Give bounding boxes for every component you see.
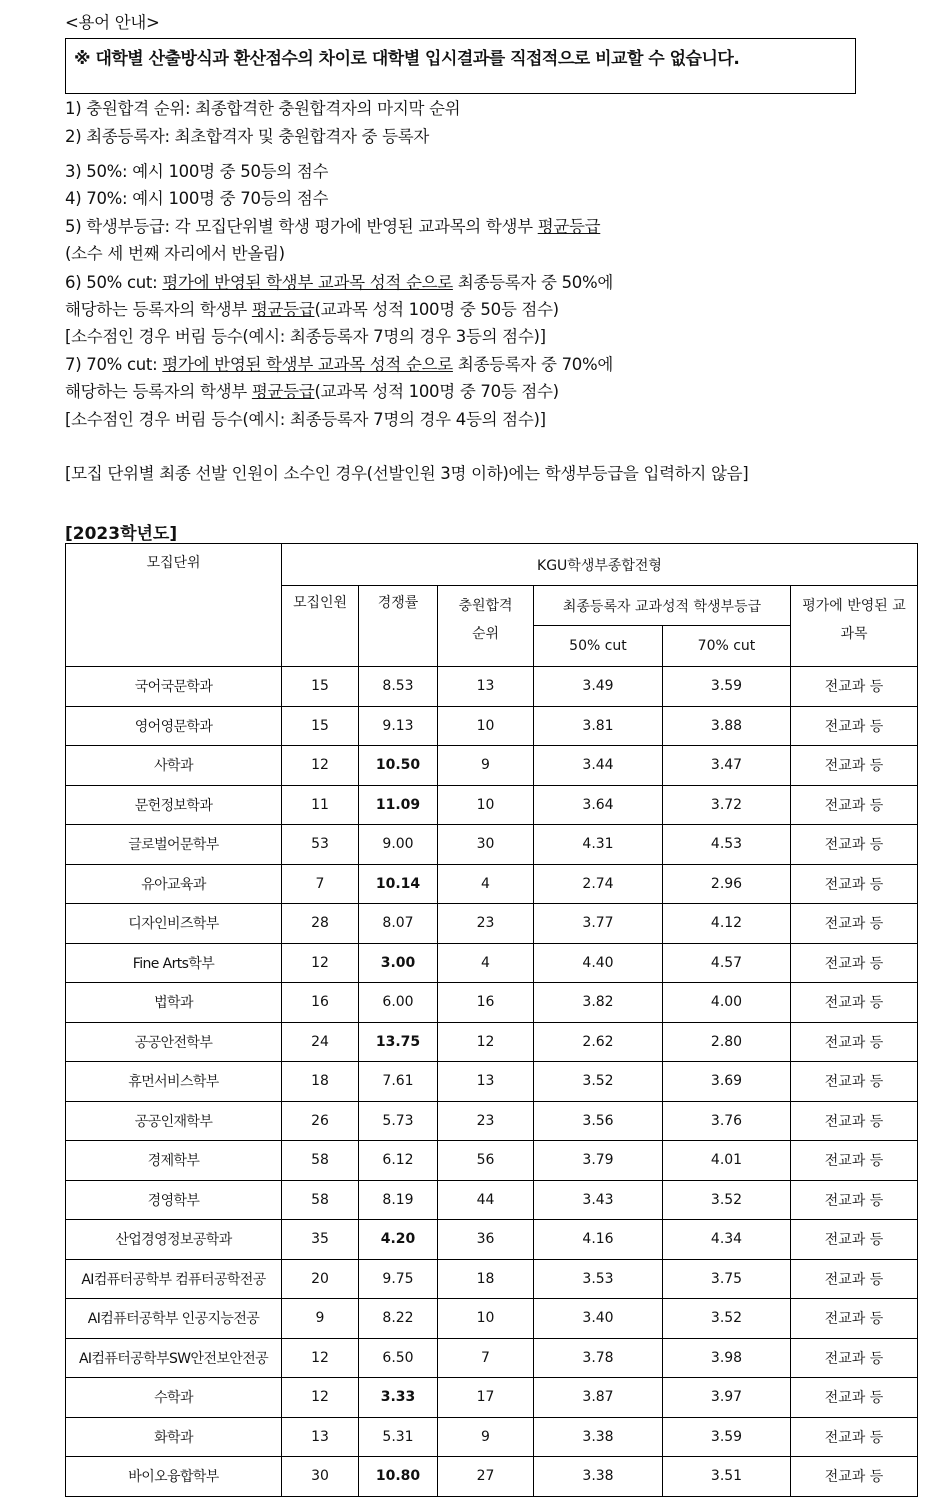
cell-rate: 11.09: [359, 785, 438, 825]
table-row: [66, 943, 918, 983]
cell-subj: 전교과 등: [791, 1101, 918, 1141]
cell-unit: 산업경영정보공학과: [66, 1220, 282, 1260]
cell-c70: 3.88: [663, 706, 791, 746]
cell-c50: 3.87: [534, 1378, 663, 1418]
cell-unit: 경영학부: [66, 1180, 282, 1220]
cell-c50: 3.49: [534, 667, 663, 707]
cell-unit: 수학과: [66, 1378, 282, 1418]
cell-unit: 공공안전학부: [66, 1022, 282, 1062]
cell-c50: 3.78: [534, 1338, 663, 1378]
cell-subj: 전교과 등: [791, 1180, 918, 1220]
cell-unit: 국어국문학과: [66, 667, 282, 707]
cell-c50: 2.62: [534, 1022, 663, 1062]
cell-quota: 15: [282, 667, 359, 707]
header-70-cut: 70% cut: [663, 626, 791, 667]
cell-unit: 유아교육과: [66, 864, 282, 904]
cell-quota: 7: [282, 864, 359, 904]
cell-c50: 3.38: [534, 1457, 663, 1497]
text: 해당하는 등록자의 학생부: [65, 382, 252, 401]
cell-unit: 화학과: [66, 1417, 282, 1457]
underlined-text: 평가에 반영된 학생부 교과목 성적 순으로: [162, 273, 453, 292]
cell-quota: 28: [282, 904, 359, 944]
cell-rate: 5.31: [359, 1417, 438, 1457]
table-row: [66, 746, 918, 786]
definition-line: [65, 327, 546, 347]
cell-rank: 9: [438, 1417, 534, 1457]
cell-c70: 2.96: [663, 864, 791, 904]
cell-quota: 24: [282, 1022, 359, 1062]
cell-c70: 3.52: [663, 1180, 791, 1220]
cell-quota: 26: [282, 1101, 359, 1141]
definition-line: [65, 300, 559, 320]
cell-subj: 전교과 등: [791, 1022, 918, 1062]
cell-rank: 4: [438, 943, 534, 983]
table-row: [66, 1141, 918, 1181]
table-row: [66, 864, 918, 904]
cell-quota: 18: [282, 1062, 359, 1102]
cell-c70: 3.97: [663, 1378, 791, 1418]
cell-rank: 4: [438, 864, 534, 904]
cell-subj: 전교과 등: [791, 943, 918, 983]
cell-c70: 4.57: [663, 943, 791, 983]
table-row: [66, 667, 918, 707]
cell-rate: 6.50: [359, 1338, 438, 1378]
cell-subj: 전교과 등: [791, 1259, 918, 1299]
cell-rate: 5.73: [359, 1101, 438, 1141]
cell-unit: 디자인비즈학부: [66, 904, 282, 944]
text: (소수 세 번째 자리에서 반올림): [65, 244, 285, 263]
cell-subj: 전교과 등: [791, 1457, 918, 1497]
cell-subj: 전교과 등: [791, 1378, 918, 1418]
cell-c70: 3.98: [663, 1338, 791, 1378]
cell-rank: 18: [438, 1259, 534, 1299]
table-row: [66, 1299, 918, 1339]
cell-rank: 10: [438, 785, 534, 825]
cell-unit: 공공인재학부: [66, 1101, 282, 1141]
cell-rate: 10.14: [359, 864, 438, 904]
underlined-text: 평균등급: [251, 382, 315, 401]
cell-c50: 3.38: [534, 1417, 663, 1457]
table-row: [66, 1338, 918, 1378]
cell-c70: 4.00: [663, 983, 791, 1023]
cell-c70: 3.59: [663, 1417, 791, 1457]
cell-rank: 17: [438, 1378, 534, 1418]
text: [소수점인 경우 버림 등수(예시: 최종등록자 7명의 경우 3등의 점수)]: [65, 327, 546, 346]
table-row: [66, 825, 918, 865]
cell-rank: 9: [438, 746, 534, 786]
cell-rank: 36: [438, 1220, 534, 1260]
cell-subj: 전교과 등: [791, 1299, 918, 1339]
underlined-text: 평균등급: [537, 217, 601, 236]
cell-c50: 3.79: [534, 1141, 663, 1181]
definition-line: [65, 217, 600, 237]
cell-unit: 경제학부: [66, 1141, 282, 1181]
cell-subj: 전교과 등: [791, 1338, 918, 1378]
cell-unit: AI컴퓨터공학부 인공지능전공: [66, 1299, 282, 1339]
cell-quota: 58: [282, 1141, 359, 1181]
cell-quota: 15: [282, 706, 359, 746]
cell-rank: 44: [438, 1180, 534, 1220]
cell-c70: 3.72: [663, 785, 791, 825]
cell-unit: 문헌정보학과: [66, 785, 282, 825]
cell-c50: 4.31: [534, 825, 663, 865]
cell-c70: 4.12: [663, 904, 791, 944]
cell-quota: 58: [282, 1180, 359, 1220]
cell-rate: 9.13: [359, 706, 438, 746]
cell-quota: 12: [282, 1378, 359, 1418]
cell-rate: 7.61: [359, 1062, 438, 1102]
table-row: [66, 983, 918, 1023]
table-row: [66, 1220, 918, 1260]
cell-rank: 56: [438, 1141, 534, 1181]
header-50-cut: 50% cut: [534, 626, 663, 667]
definition-line: [65, 189, 328, 209]
text: (교과목 성적 100명 중 70등 점수): [314, 382, 559, 401]
cell-quota: 13: [282, 1417, 359, 1457]
cell-subj: 전교과 등: [791, 1062, 918, 1102]
cell-quota: 35: [282, 1220, 359, 1260]
cell-c70: 3.59: [663, 667, 791, 707]
cell-quota: 12: [282, 746, 359, 786]
cell-quota: 12: [282, 1338, 359, 1378]
text: 해당하는 등록자의 학생부: [65, 300, 252, 319]
cell-c50: 3.82: [534, 983, 663, 1023]
text: 5) 학생부등급: 각 모집단위별 학생 평가에 반영된 교과목의 학생부: [65, 217, 538, 236]
cell-rank: 13: [438, 1062, 534, 1102]
cell-rate: 8.19: [359, 1180, 438, 1220]
cell-c70: 3.52: [663, 1299, 791, 1339]
year-heading: [2023학년도]: [65, 524, 178, 544]
definition-line: [65, 127, 429, 147]
underlined-text: 평균등급: [251, 300, 315, 319]
cell-subj: 전교과 등: [791, 667, 918, 707]
cell-quota: 12: [282, 943, 359, 983]
cell-c70: 4.53: [663, 825, 791, 865]
cell-c50: 3.53: [534, 1259, 663, 1299]
cell-rate: 4.20: [359, 1220, 438, 1260]
table-row: [66, 1022, 918, 1062]
cell-c50: 3.52: [534, 1062, 663, 1102]
definition-line: [65, 162, 328, 182]
table-row: [66, 1180, 918, 1220]
text: 최종등록자 중 70%에: [452, 355, 613, 374]
cell-unit: 법학과: [66, 983, 282, 1023]
table-row: [66, 904, 918, 944]
cell-rank: 13: [438, 667, 534, 707]
cell-unit: 바이오융합학부: [66, 1457, 282, 1497]
cell-subj: 전교과 등: [791, 1417, 918, 1457]
cell-rank: 30: [438, 825, 534, 865]
cell-rate: 9.00: [359, 825, 438, 865]
table-row: [66, 785, 918, 825]
cell-rate: 10.50: [359, 746, 438, 786]
cell-c70: 3.69: [663, 1062, 791, 1102]
cell-rank: 23: [438, 1101, 534, 1141]
text: [모집 단위별 최종 선발 인원이 소수인 경우(선발인원 3명 이하)에는 학생부등급을 입력하지 않음]: [65, 464, 749, 483]
cell-c50: 3.56: [534, 1101, 663, 1141]
text: 2) 최종등록자: 최초합격자 및 충원합격자 중 등록자: [65, 127, 430, 146]
cell-rank: 23: [438, 904, 534, 944]
text: [소수점인 경우 버림 등수(예시: 최종등록자 7명의 경우 4등의 점수)]: [65, 410, 546, 429]
notice-box: [65, 38, 856, 94]
cell-quota: 53: [282, 825, 359, 865]
definition-line: [65, 410, 546, 430]
cell-subj: 전교과 등: [791, 864, 918, 904]
cell-rank: 12: [438, 1022, 534, 1062]
cell-c50: 3.40: [534, 1299, 663, 1339]
cell-rate: 8.22: [359, 1299, 438, 1339]
cell-unit: 글로벌어문학부: [66, 825, 282, 865]
cell-subj: 전교과 등: [791, 825, 918, 865]
header-quota: 모집인원: [282, 586, 359, 667]
header-subjects: 평가에 반영된 교과목: [791, 586, 918, 667]
definition-line: [65, 273, 613, 293]
cell-rate: 8.07: [359, 904, 438, 944]
guide-title: <용어 안내>: [65, 13, 160, 32]
table-row: [66, 1457, 918, 1497]
cell-unit: AI컴퓨터공학부 컴퓨터공학전공: [66, 1259, 282, 1299]
cell-rate: 3.00: [359, 943, 438, 983]
cell-quota: 9: [282, 1299, 359, 1339]
definition-line: [65, 464, 748, 484]
cell-rank: 10: [438, 706, 534, 746]
cell-c70: 2.80: [663, 1022, 791, 1062]
cell-rate: 9.75: [359, 1259, 438, 1299]
cell-unit: 사학과: [66, 746, 282, 786]
cell-quota: 16: [282, 983, 359, 1023]
cell-c70: 3.75: [663, 1259, 791, 1299]
cell-c70: 3.51: [663, 1457, 791, 1497]
header-track: KGU학생부종합전형: [282, 544, 918, 586]
cell-subj: 전교과 등: [791, 706, 918, 746]
cell-c50: 3.43: [534, 1180, 663, 1220]
table-row: [66, 1259, 918, 1299]
notice-text: ※ 대학별 산출방식과 환산점수의 차이로 대학별 입시결과를 직접적으로 비교할 수 없습니다.: [74, 49, 740, 69]
cell-c50: 3.64: [534, 785, 663, 825]
definition-line: [65, 382, 559, 402]
text: 1) 충원합격 순위: 최종합격한 충원합격자의 마지막 순위: [65, 99, 461, 118]
header-rank: 충원합격 순위: [438, 586, 534, 667]
cell-subj: 전교과 등: [791, 746, 918, 786]
text: (교과목 성적 100명 중 50등 점수): [314, 300, 559, 319]
table-row: [66, 706, 918, 746]
cell-rate: 8.53: [359, 667, 438, 707]
table-row: [66, 1378, 918, 1418]
cell-c50: 3.77: [534, 904, 663, 944]
definition-line: [65, 355, 613, 375]
cell-rate: 13.75: [359, 1022, 438, 1062]
cell-rank: 7: [438, 1338, 534, 1378]
cell-subj: 전교과 등: [791, 983, 918, 1023]
cell-subj: 전교과 등: [791, 1141, 918, 1181]
cell-quota: 11: [282, 785, 359, 825]
cell-c70: 3.47: [663, 746, 791, 786]
cell-quota: 20: [282, 1259, 359, 1299]
cell-subj: 전교과 등: [791, 785, 918, 825]
cell-c50: 3.44: [534, 746, 663, 786]
table-row: [66, 1417, 918, 1457]
definition-line: [65, 244, 285, 264]
cell-rank: 10: [438, 1299, 534, 1339]
cell-c70: 4.34: [663, 1220, 791, 1260]
header-grade: 최종등록자 교과성적 학생부등급: [534, 586, 791, 626]
cell-unit: Fine Arts학부: [66, 943, 282, 983]
cell-unit: 휴먼서비스학부: [66, 1062, 282, 1102]
text: 4) 70%: 예시 100명 중 70등의 점수: [65, 189, 329, 208]
cell-rate: 6.12: [359, 1141, 438, 1181]
table-row: [66, 1062, 918, 1102]
cell-subj: 전교과 등: [791, 904, 918, 944]
definition-line: [65, 99, 460, 119]
table-row: [66, 1101, 918, 1141]
cell-rank: 27: [438, 1457, 534, 1497]
cell-subj: 전교과 등: [791, 1220, 918, 1260]
cell-unit: AI컴퓨터공학부SW안전보안전공: [66, 1338, 282, 1378]
cell-quota: 30: [282, 1457, 359, 1497]
cell-rate: 3.33: [359, 1378, 438, 1418]
underlined-text: 평가에 반영된 학생부 교과목 성적 순으로: [162, 355, 453, 374]
cell-rate: 10.80: [359, 1457, 438, 1497]
text: 7) 70% cut:: [65, 355, 163, 374]
cell-c50: 4.16: [534, 1220, 663, 1260]
text: 최종등록자 중 50%에: [452, 273, 613, 292]
cell-c70: 4.01: [663, 1141, 791, 1181]
cell-c50: 2.74: [534, 864, 663, 904]
header-unit: 모집단위: [66, 544, 282, 667]
text: 6) 50% cut:: [65, 273, 163, 292]
cell-c50: 4.40: [534, 943, 663, 983]
text: 3) 50%: 예시 100명 중 50등의 점수: [65, 162, 329, 181]
cell-unit: 영어영문학과: [66, 706, 282, 746]
cell-c50: 3.81: [534, 706, 663, 746]
cell-rate: 6.00: [359, 983, 438, 1023]
admission-results-table: [65, 543, 918, 1497]
header-rate: 경쟁률: [359, 586, 438, 667]
cell-rank: 16: [438, 983, 534, 1023]
cell-c70: 3.76: [663, 1101, 791, 1141]
